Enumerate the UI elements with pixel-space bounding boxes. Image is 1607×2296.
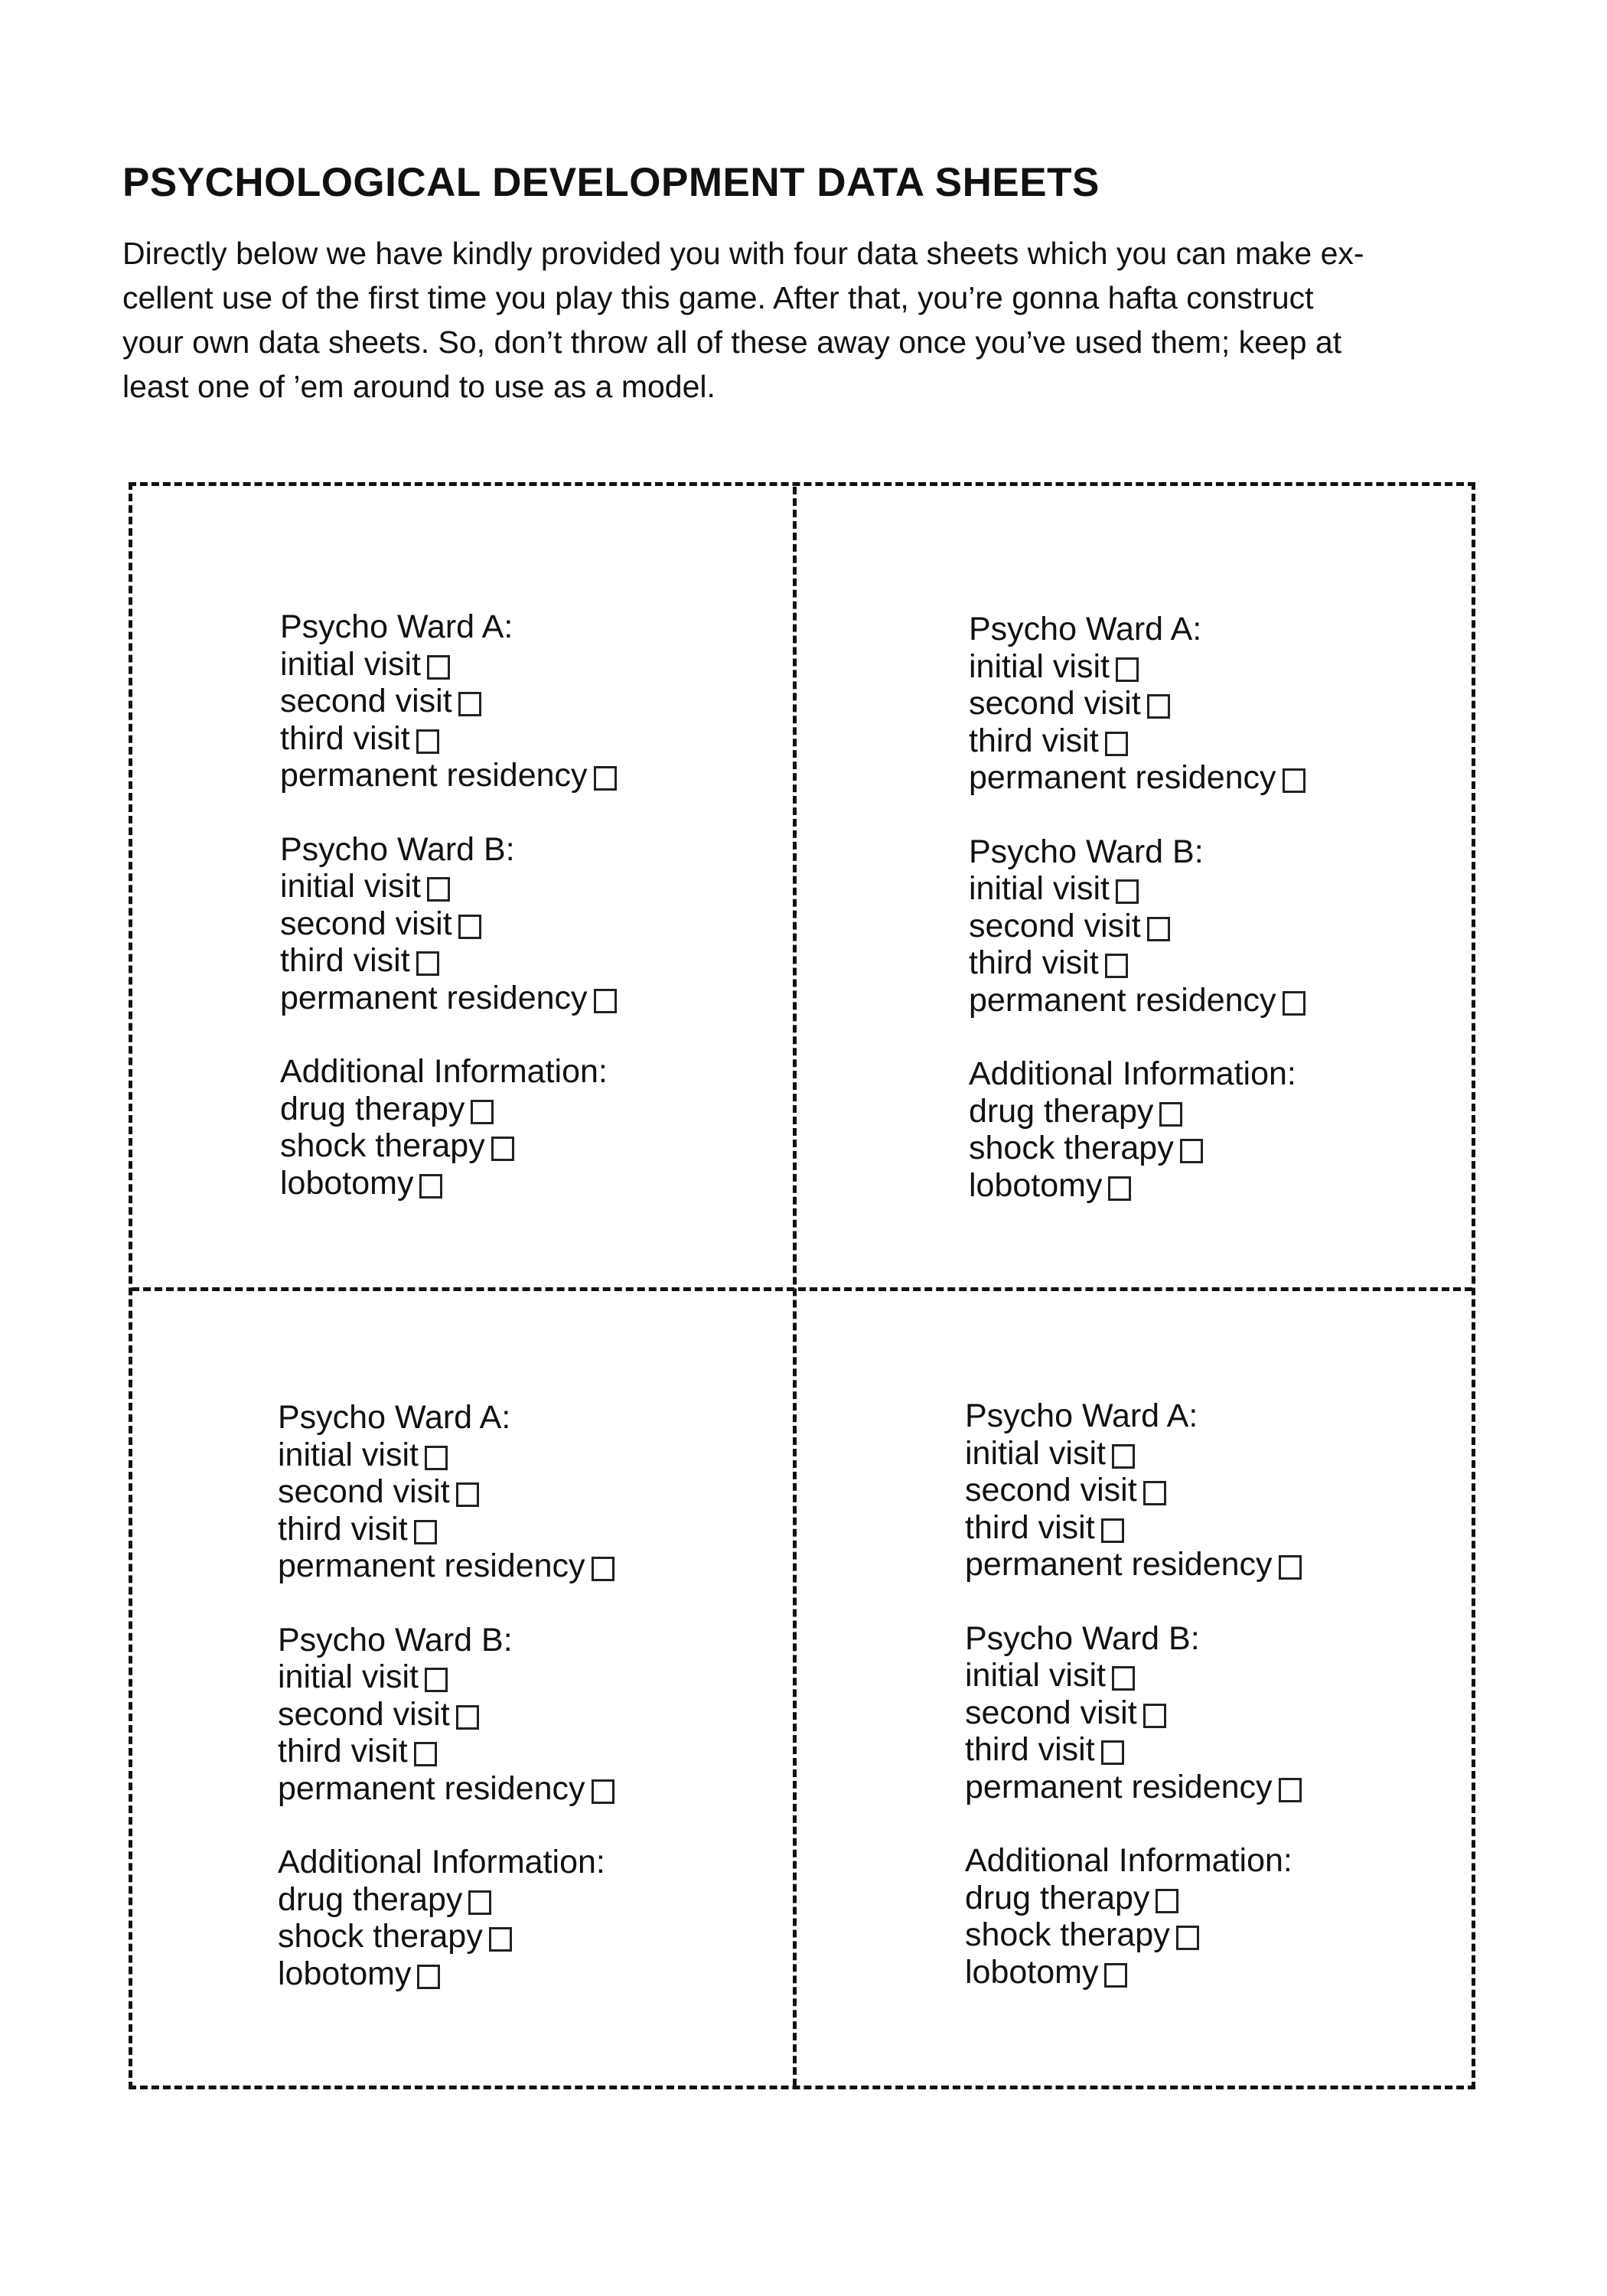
- item-label: third visit: [969, 722, 1099, 759]
- checkbox[interactable]: [1279, 1778, 1302, 1802]
- section-heading: Psycho Ward A:: [280, 608, 513, 645]
- item-label: lobotomy: [969, 1166, 1103, 1204]
- ward-a-section: [969, 611, 1504, 797]
- checkbox[interactable]: [427, 877, 450, 902]
- checkbox[interactable]: [1156, 1889, 1178, 1913]
- checkbox[interactable]: [1105, 954, 1128, 978]
- item-label: shock therapy: [278, 1918, 483, 1955]
- checkbox[interactable]: [419, 1174, 442, 1199]
- checkbox[interactable]: [425, 1668, 448, 1692]
- checkbox[interactable]: [1112, 1444, 1135, 1469]
- item-label: initial visit: [280, 645, 421, 683]
- item-label: shock therapy: [969, 1130, 1174, 1166]
- item-label: shock therapy: [965, 1916, 1170, 1953]
- item-label: permanent residency: [278, 1769, 585, 1807]
- section-heading: Psycho Ward A:: [278, 1399, 511, 1436]
- checkbox[interactable]: [1116, 879, 1139, 904]
- checkbox[interactable]: [471, 1100, 494, 1124]
- intro-line: least one of ’em around to use as a model.: [122, 369, 715, 404]
- ward-b-section: [969, 833, 1504, 1019]
- checkbox[interactable]: [456, 1705, 479, 1730]
- checkbox[interactable]: [1104, 1963, 1127, 1988]
- checkbox[interactable]: [468, 1890, 491, 1915]
- ward-b-section: [965, 1620, 1501, 1806]
- item-label: second visit: [965, 1472, 1137, 1508]
- section-heading: Psycho Ward B:: [969, 833, 1204, 870]
- checkbox[interactable]: [592, 1779, 614, 1804]
- item-label: permanent residency: [280, 979, 588, 1016]
- checkbox[interactable]: [1143, 1481, 1166, 1505]
- ward-a-section: [965, 1397, 1501, 1583]
- item-label: third visit: [280, 719, 410, 757]
- section-heading: Psycho Ward B:: [965, 1619, 1200, 1657]
- item-label: permanent residency: [278, 1548, 585, 1584]
- data-sheet-top-right: [969, 611, 1504, 1204]
- ward-b-section: [278, 1622, 813, 1808]
- item-label: lobotomy: [280, 1164, 414, 1202]
- item-label: shock therapy: [280, 1127, 485, 1164]
- intro-line: your own data sheets. So, don’t throw all of these away once you’ve used them; keep at: [122, 325, 1342, 360]
- item-label: third visit: [969, 944, 1099, 981]
- checkbox[interactable]: [1159, 1102, 1182, 1127]
- checkbox[interactable]: [1101, 1740, 1124, 1765]
- checkbox[interactable]: [594, 989, 617, 1013]
- checkbox[interactable]: [416, 729, 439, 754]
- item-label: second visit: [278, 1695, 450, 1733]
- item-label: permanent residency: [969, 759, 1276, 796]
- section-heading: Psycho Ward B:: [280, 830, 515, 868]
- checkbox[interactable]: [416, 951, 439, 976]
- item-label: third visit: [965, 1508, 1095, 1546]
- item-label: initial visit: [965, 1657, 1106, 1694]
- checkbox[interactable]: [592, 1557, 614, 1581]
- item-label: third visit: [278, 1510, 408, 1548]
- section-heading: Additional Information:: [965, 1842, 1292, 1879]
- data-sheet-bottom-right: [965, 1397, 1501, 1991]
- section-heading: Psycho Ward B:: [278, 1621, 513, 1658]
- checkbox[interactable]: [427, 655, 450, 680]
- item-label: drug therapy: [278, 1880, 463, 1918]
- checkbox[interactable]: [458, 692, 481, 716]
- additional-info-section: [280, 1053, 816, 1202]
- item-label: second visit: [965, 1694, 1137, 1731]
- checkbox[interactable]: [414, 1520, 437, 1544]
- checkbox[interactable]: [489, 1927, 512, 1952]
- checkbox[interactable]: [1143, 1704, 1166, 1728]
- horizontal-cut-line: [132, 1287, 1472, 1291]
- section-heading: Additional Information:: [969, 1055, 1296, 1092]
- item-label: initial visit: [969, 647, 1110, 685]
- checkbox[interactable]: [458, 915, 481, 939]
- section-heading: Psycho Ward A:: [969, 611, 1202, 647]
- data-sheet-top-left: [280, 608, 816, 1202]
- item-label: drug therapy: [280, 1090, 465, 1127]
- checkbox[interactable]: [1116, 657, 1139, 682]
- section-heading: Additional Information:: [278, 1844, 605, 1880]
- intro-line: cellent use of the first time you play this game. After that, you’re gonna hafta construct: [122, 280, 1314, 315]
- checkbox[interactable]: [1108, 1176, 1131, 1201]
- item-label: third visit: [280, 942, 410, 979]
- item-label: initial visit: [965, 1434, 1106, 1472]
- checkbox[interactable]: [1279, 1555, 1302, 1580]
- item-label: drug therapy: [969, 1092, 1154, 1130]
- additional-info-section: [969, 1055, 1504, 1204]
- item-label: initial visit: [280, 868, 421, 905]
- item-label: permanent residency: [280, 757, 588, 794]
- checkbox[interactable]: [491, 1137, 514, 1161]
- item-label: permanent residency: [965, 1768, 1273, 1805]
- intro-paragraph: [122, 231, 1492, 409]
- item-label: second visit: [969, 907, 1141, 944]
- item-label: permanent residency: [969, 981, 1276, 1019]
- additional-info-section: [965, 1842, 1501, 1991]
- item-label: third visit: [278, 1733, 408, 1769]
- checkbox[interactable]: [594, 766, 617, 791]
- checkbox[interactable]: [1147, 917, 1170, 941]
- section-heading: Additional Information:: [280, 1053, 608, 1090]
- ward-a-section: [280, 608, 816, 794]
- item-label: second visit: [280, 683, 452, 719]
- checkbox[interactable]: [1101, 1518, 1124, 1543]
- section-heading: Psycho Ward A:: [965, 1397, 1198, 1434]
- checkbox[interactable]: [417, 1965, 440, 1989]
- data-sheet-bottom-left: [278, 1399, 813, 1992]
- ward-b-section: [280, 831, 816, 1017]
- item-label: initial visit: [969, 870, 1110, 907]
- checkbox[interactable]: [1180, 1139, 1203, 1163]
- checkbox[interactable]: [456, 1482, 479, 1507]
- item-label: second visit: [969, 685, 1141, 722]
- checkbox[interactable]: [1283, 991, 1305, 1016]
- checkbox[interactable]: [1147, 694, 1170, 719]
- checkbox[interactable]: [1105, 732, 1128, 756]
- checkbox[interactable]: [414, 1742, 437, 1766]
- item-label: second visit: [280, 905, 452, 942]
- checkbox[interactable]: [1112, 1666, 1135, 1691]
- checkbox[interactable]: [1283, 768, 1305, 793]
- item-label: initial visit: [278, 1658, 419, 1695]
- ward-a-section: [278, 1399, 813, 1585]
- additional-info-section: [278, 1844, 813, 1992]
- page-title: PSYCHOLOGICAL DEVELOPMENT DATA SHEETS: [122, 160, 1100, 205]
- item-label: initial visit: [278, 1436, 419, 1473]
- intro-line: Directly below we have kindly provided you with four data sheets which you can make ex-: [122, 236, 1364, 271]
- item-label: lobotomy: [965, 1953, 1099, 1991]
- checkbox[interactable]: [425, 1446, 448, 1470]
- item-label: third visit: [965, 1731, 1095, 1768]
- item-label: second visit: [278, 1473, 450, 1510]
- item-label: drug therapy: [965, 1879, 1150, 1916]
- item-label: lobotomy: [278, 1955, 412, 1992]
- item-label: permanent residency: [965, 1546, 1273, 1583]
- checkbox[interactable]: [1176, 1926, 1199, 1950]
